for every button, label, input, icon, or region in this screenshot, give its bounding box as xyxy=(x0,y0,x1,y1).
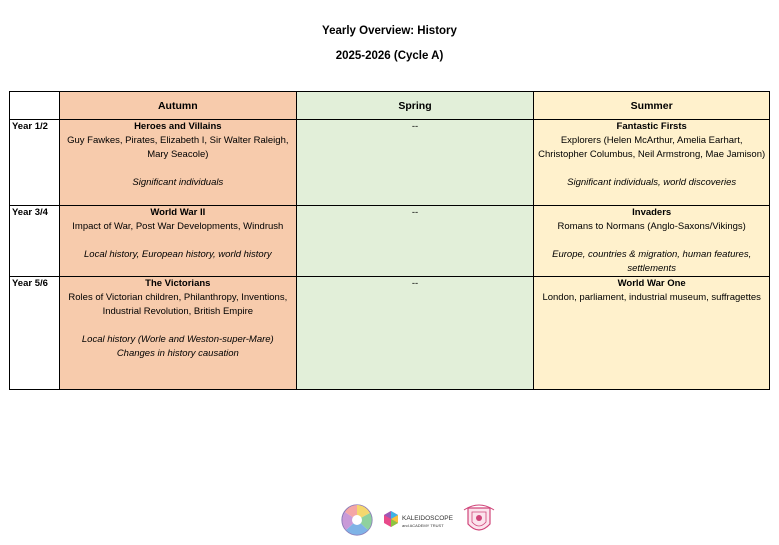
table-row xyxy=(10,206,770,277)
header-spring: Spring xyxy=(296,92,534,120)
topic-title: Heroes and Villains xyxy=(134,121,222,132)
topic-details: Guy Fawkes, Pirates, Elizabeth I, Sir Walter Raleigh, Mary Seacole) xyxy=(67,135,289,160)
summer-cell xyxy=(534,120,770,206)
spring-cell: -- xyxy=(296,277,534,390)
topic-focus: Significant individuals, world discoveries xyxy=(567,177,737,188)
table-row xyxy=(10,120,770,206)
topic-focus: Europe, countries & migration, human features, settlements xyxy=(552,249,752,274)
topic-details: Romans to Normans (Anglo-Saxons/Vikings) xyxy=(557,221,746,232)
topic-details: London, parliament, industrial museum, suffragettes xyxy=(542,292,761,303)
header-summer: Summer xyxy=(534,92,770,120)
year-label: Year 5/6 xyxy=(10,277,60,390)
year-label: Year 1/2 xyxy=(10,120,60,206)
topic-focus: Local history, European history, world history xyxy=(84,249,272,260)
topic-focus: Significant individuals xyxy=(132,177,224,188)
topic-focus: Local history (Worle and Weston-super-Mare) xyxy=(81,334,274,345)
topic-details: Roles of Victorian children, Philanthropy, Inventions, Industrial Revolution, British Empire xyxy=(68,292,288,317)
table-row xyxy=(10,277,770,390)
header-year xyxy=(10,92,60,120)
footer-logos xyxy=(340,500,500,540)
autumn-cell xyxy=(59,277,296,390)
kaleidoscope-logo xyxy=(384,511,454,528)
kaleidoscope-logo-subtext: and ACADEMY TRUST xyxy=(402,523,444,528)
autumn-cell xyxy=(59,206,296,277)
autumn-cell xyxy=(59,120,296,206)
summer-cell xyxy=(534,277,770,390)
kaleidoscope-logo-text: KALEIDOSCOPE xyxy=(402,515,453,522)
topic-focus-secondary: Changes in history causation xyxy=(116,348,239,359)
spring-cell: -- xyxy=(296,120,534,206)
header-autumn: Autumn xyxy=(59,92,296,120)
topic-details: Impact of War, Post War Developments, Windrush xyxy=(72,221,284,232)
overview-table xyxy=(9,91,770,390)
school-crest-logo xyxy=(464,505,494,530)
school-logo-left xyxy=(342,505,372,535)
topic-title: Fantastic Firsts xyxy=(616,121,687,132)
year-label: Year 3/4 xyxy=(10,206,60,277)
topic-details: Explorers (Helen McArthur, Amelia Earhart, Christopher Columbus, Neil Armstrong, Mae Jamison) xyxy=(538,135,766,160)
page-title: Yearly Overview: History xyxy=(322,25,457,37)
topic-title: The Victorians xyxy=(145,278,211,289)
topic-title: World War II xyxy=(150,207,206,218)
summer-cell xyxy=(534,206,770,277)
topic-title: Invaders xyxy=(632,207,672,218)
topic-title: World War One xyxy=(617,278,686,289)
spring-cell: -- xyxy=(296,206,534,277)
header-row xyxy=(10,92,770,120)
page-subtitle: 2025-2026 (Cycle A) xyxy=(335,50,444,62)
